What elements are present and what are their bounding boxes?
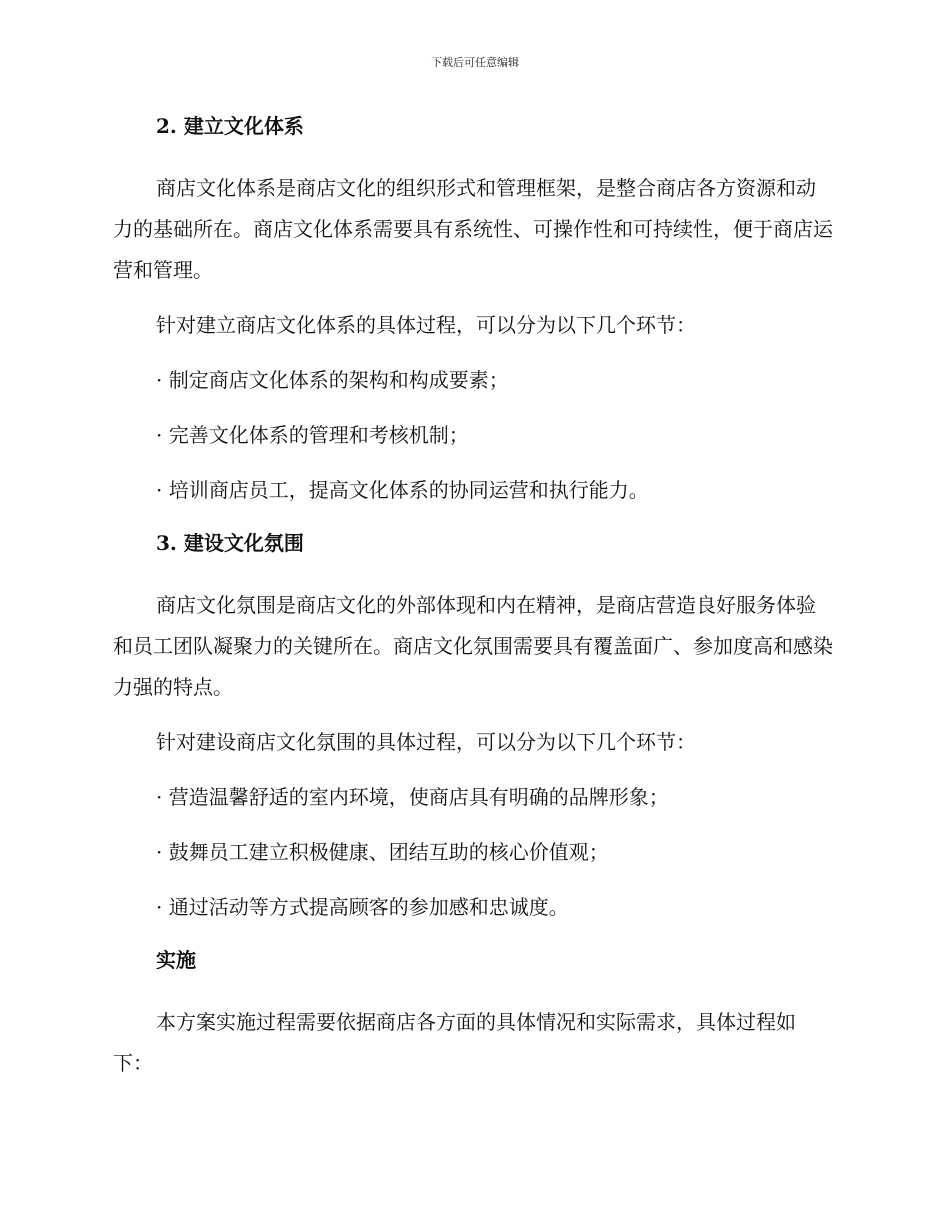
paragraph: 本方案实施过程需要依据商店各方面的具体情况和实际需求，具体过程如下： <box>113 1010 796 1075</box>
paragraph: 商店文化氛围是商店文化的外部体现和内在精神，是商店营造良好服务体验和员工团队凝聚力的关键所在。商店文化氛围需要具有覆盖面广、参加度高和感染力强的特点。 <box>113 593 833 699</box>
document-body <box>113 108 833 1098</box>
list-item: · 完善文化体系的管理和考核机制； <box>156 423 469 447</box>
paragraph: 商店文化体系是商店文化的组织形式和管理框架，是整合商店各方资源和动力的基础所在。商店文化体系需要具有系统性、可操作性和可持续性，便于商店运营和管理。 <box>113 176 833 282</box>
section-heading-3: 3. 建设文化氛围 <box>156 531 304 555</box>
page-header: 下载后可任意编辑 <box>431 56 519 69</box>
list-item: · 营造温馨舒适的室内环境，使商店具有明确的品牌形象； <box>156 785 669 809</box>
paragraph: 针对建设商店文化氛围的具体过程，可以分为以下几个环节： <box>156 730 696 754</box>
list-item: · 通过活动等方式提高顾客的参加感和忠诚度。 <box>156 895 569 919</box>
list-item: · 制定商店文化体系的架构和构成要素； <box>156 368 509 392</box>
list-item: · 培训商店员工，提高文化体系的协同运营和执行能力。 <box>156 478 649 502</box>
section-heading-2: 2. 建立文化体系 <box>156 114 304 138</box>
list-item: · 鼓舞员工建立积极健康、团结互助的核心价值观； <box>156 840 609 864</box>
section-heading-implementation: 实施 <box>156 948 196 972</box>
paragraph: 针对建立商店文化体系的具体过程，可以分为以下几个环节： <box>156 313 696 337</box>
